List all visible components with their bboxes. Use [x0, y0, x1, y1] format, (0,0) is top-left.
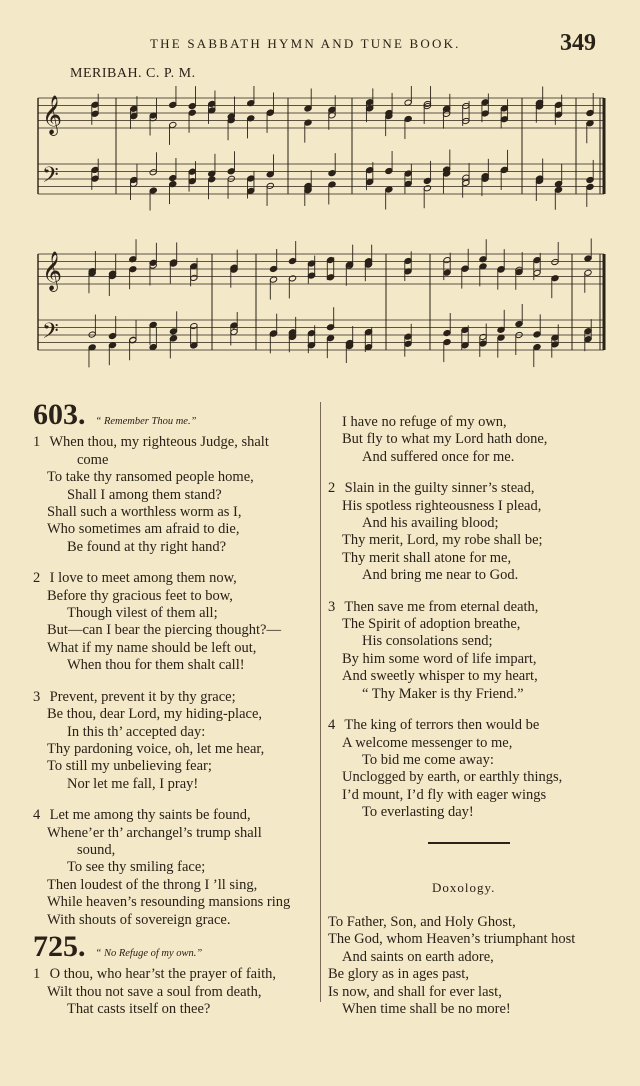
- hymn-reference: “ Remember Thou me.”: [95, 416, 197, 427]
- verse-line: Be found at thy right hand?: [67, 538, 227, 555]
- verse-line: With shouts of sovereign grace.: [47, 911, 231, 928]
- hymn-reference: “ No Refuge of my own.”: [95, 948, 203, 959]
- verse-line: By him some word of life impart,: [342, 650, 537, 667]
- verse-line: And suffered once for me.: [362, 448, 515, 465]
- right-column: [328, 414, 618, 836]
- verse-line: Then loudest of the throng I ’ll sing,: [47, 876, 258, 893]
- verse-line: When time shall be no more!: [342, 1001, 511, 1018]
- verse-line: come: [77, 451, 109, 468]
- verse-line: Then save me from eternal death,: [344, 598, 539, 615]
- verse-line: To take thy ransomed people home,: [47, 469, 254, 486]
- verse-line: Be thou, dear Lord, my hiding-place,: [47, 706, 263, 723]
- verse-line: Who sometimes am afraid to die,: [47, 521, 240, 538]
- verse-line: O thou, who hear’st the prayer of faith,: [49, 966, 277, 983]
- verse-line: To everlasting day!: [362, 804, 474, 821]
- verse-line: Shall I among them stand?: [67, 486, 222, 503]
- verse-number: 3: [33, 688, 41, 705]
- verse-line: Whene’er th’ archangel’s trump shall: [47, 824, 262, 841]
- verse-number: 3: [328, 598, 336, 615]
- verse-line: Wilt thou not save a soul from death,: [47, 983, 262, 1000]
- verse-line: “ Thy Maker is thy Friend.”: [362, 685, 524, 702]
- verse-line: That casts itself on thee?: [67, 1001, 211, 1018]
- verse-line: Thy merit, Lord, my robe shall be;: [342, 532, 543, 549]
- verse-number: 4: [328, 717, 336, 734]
- verse-line: Thy merit shall atone for me,: [342, 549, 512, 566]
- hymn-725-header: [33, 932, 323, 962]
- verse-line: Is now, and shall for ever last,: [328, 983, 502, 1000]
- verse-line: Thy pardoning voice, oh, let me hear,: [47, 740, 265, 757]
- verse-line: A welcome messenger to me,: [342, 734, 513, 751]
- verse-line: To Father, Son, and Holy Ghost,: [328, 914, 516, 930]
- hymn-603-stanza-4: [33, 807, 323, 929]
- verse-number: 2: [33, 570, 41, 587]
- doxology: [328, 914, 618, 1018]
- hymn-603-stanza-2: [33, 570, 323, 674]
- verse-line: The king of terrors then would be: [344, 717, 540, 734]
- bass-clef-icon: 𝄢: [42, 163, 59, 193]
- verse-line: Shall such a worthless worm as I,: [47, 504, 242, 521]
- left-column: [33, 400, 323, 943]
- verse-line: And sweetly whisper to my heart,: [342, 668, 538, 685]
- verse-line: What if my name should be left out,: [47, 639, 257, 656]
- hymn-number: 603.: [33, 398, 86, 431]
- hymn-725-stanza-2: [328, 480, 618, 584]
- hymn-603-stanza-3: [33, 689, 323, 793]
- verse-line: And bring me near to God.: [362, 567, 519, 584]
- verse-line: Unclogged by earth, or earthly things,: [342, 769, 563, 786]
- hymn-725-stanza-1-continued: [328, 414, 618, 466]
- verse-number: 1: [33, 966, 41, 983]
- verse-line: Let me among thy saints be found,: [49, 807, 251, 824]
- verse-line: In this th’ accepted day:: [67, 723, 206, 740]
- hymn-number: 725.: [33, 930, 86, 963]
- music-score: [34, 86, 614, 376]
- verse-line: But fly to what my Lord hath done,: [342, 431, 548, 448]
- verse-line: And his availing blood;: [362, 515, 499, 532]
- hymn-725-stanza-4: [328, 717, 618, 821]
- verse-line: When thou, my righteous Judge, shalt: [49, 434, 269, 451]
- verse-number: 2: [328, 480, 336, 497]
- verse-line: His spotless righteousness I plead,: [342, 497, 542, 514]
- verse-number: 1: [33, 434, 41, 451]
- hymn-603-stanza-1: [33, 434, 323, 556]
- verse-line: While heaven’s resounding mansions ring: [47, 894, 291, 911]
- hymn-603-header: [33, 400, 323, 430]
- verse-line: sound,: [77, 841, 116, 858]
- verse-number: 4: [33, 807, 41, 824]
- verse-line: And saints on earth adore,: [342, 948, 494, 965]
- page-number: 349: [560, 30, 596, 56]
- hymn-725-start: [33, 932, 323, 1033]
- tune-title: MERIBAH. C. P. M.: [70, 66, 196, 81]
- verse-line: I’d mount, I’d fly with eager wings: [342, 786, 547, 803]
- verse-line: The Spirit of adoption breathe,: [342, 616, 521, 633]
- verse-line: When thou for them shalt call!: [67, 657, 245, 674]
- verse-line: The God, whom Heaven’s triumphant host: [328, 931, 576, 948]
- verse-line: I have no refuge of my own,: [342, 414, 507, 430]
- verse-line: To see thy smiling face;: [67, 859, 206, 876]
- verse-line: Before thy gracious feet to bow,: [47, 587, 233, 604]
- running-header-title: THE SABBATH HYMN AND TUNE BOOK.: [150, 36, 461, 51]
- bass-clef-icon: 𝄢: [42, 319, 59, 349]
- hymn-725-stanza-3: [328, 599, 618, 703]
- hymn-725-stanza-1: [33, 966, 323, 1018]
- doxology-title: Doxology.: [432, 880, 496, 895]
- verse-line: His consolations send;: [362, 633, 493, 650]
- verse-line: To bid me come away:: [362, 751, 494, 768]
- verse-line: Prevent, prevent it by thy grace;: [49, 688, 236, 705]
- verse-line: I love to meet among them now,: [49, 570, 237, 587]
- verse-line: To still my unbelieving fear;: [47, 758, 212, 775]
- treble-clef-icon: 𝄞: [42, 251, 63, 291]
- verse-line: Nor let me fall, I pray!: [67, 775, 199, 792]
- verse-line: Slain in the guilty sinner’s stead,: [344, 480, 535, 497]
- verse-line: But—can I bear the piercing thought?—: [47, 622, 281, 639]
- treble-clef-icon: 𝄞: [42, 95, 63, 135]
- verse-line: Though vilest of them all;: [67, 605, 218, 622]
- verse-line: Be glory as in ages past,: [328, 966, 469, 983]
- section-separator: [428, 842, 510, 844]
